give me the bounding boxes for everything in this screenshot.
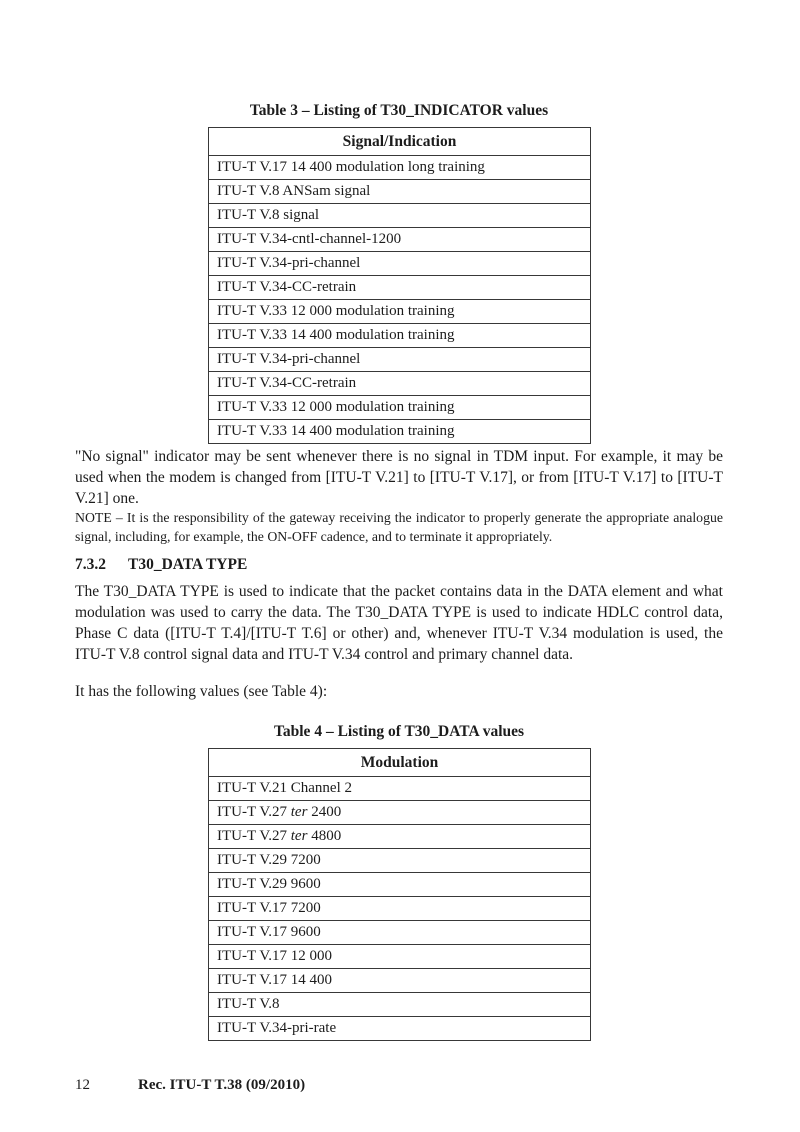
table-row: [209, 420, 591, 444]
t30-data-type-paragraph: The T30_DATA TYPE is used to indicate that the packet contains data in the DATA element and what modulation was used to carry the data. The T30_DATA TYPE is used to indicate HDLC control data, Phase C data ([ITU-T T.4]/[ITU-T T.6] or other) and, whenever ITU-T V.34 modulation is used, the ITU-T V.8 control signal data and ITU-T V.34 control and primary channel data.: [75, 583, 723, 663]
table-row: [209, 276, 591, 300]
document-reference: Rec. ITU-T T.38 (09/2010): [138, 1077, 306, 1093]
table-row: [209, 897, 591, 921]
table-row: [209, 396, 591, 420]
table3-head: [209, 128, 591, 156]
table3-indicator-values: [208, 127, 591, 444]
table3-header-cell: Signal/Indication: [209, 128, 591, 156]
table-header-row: [209, 749, 591, 777]
table-cell: ITU-T V.34-CC-retrain: [209, 372, 591, 396]
table-cell: ITU-T V.29 9600: [209, 873, 591, 897]
table-cell: ITU-T V.27 ter 4800: [209, 825, 591, 849]
table-row: [209, 873, 591, 897]
table-cell: ITU-T V.33 12 000 modulation training: [209, 300, 591, 324]
table-row: [209, 180, 591, 204]
section-title: T30_DATA TYPE: [128, 556, 248, 573]
table-row: [209, 993, 591, 1017]
table4-header-cell: Modulation: [209, 749, 591, 777]
no-signal-paragraph: "No signal" indicator may be sent whenever there is no signal in TDM input. For example, it may be used when the modem is changed from [ITU-T V.21] to [ITU-T V.17], or from [ITU-T V.17] to [ITU-T V.21] one.: [75, 448, 723, 507]
table-cell: ITU-T V.33 14 400 modulation training: [209, 420, 591, 444]
table-cell: ITU-T V.34-pri-channel: [209, 252, 591, 276]
table-cell: ITU-T V.17 9600: [209, 921, 591, 945]
table-cell: ITU-T V.34-CC-retrain: [209, 276, 591, 300]
table-cell: ITU-T V.17 14 400 modulation long training: [209, 156, 591, 180]
table4-head: [209, 749, 591, 777]
table3-body: [209, 156, 591, 444]
table-row: [209, 348, 591, 372]
table-cell: ITU-T V.33 14 400 modulation training: [209, 324, 591, 348]
table-row: [209, 945, 591, 969]
table-cell: ITU-T V.27 ter 2400: [209, 801, 591, 825]
table-row: [209, 825, 591, 849]
table-row: [209, 228, 591, 252]
table-row: [209, 969, 591, 993]
table-row: [209, 801, 591, 825]
note-paragraph: NOTE – It is the responsibility of the gateway receiving the indicator to properly generate the appropriate analogue signal, including, for example, the ON-OFF cadence, and to terminate it appropriately.: [75, 510, 723, 544]
table-cell: ITU-T V.8 signal: [209, 204, 591, 228]
table4-body: [209, 777, 591, 1041]
page-footer: [75, 1076, 723, 1095]
table4-intro-paragraph: It has the following values (see Table 4):: [75, 683, 328, 700]
table3-title: Table 3 – Listing of T30_INDICATOR values: [249, 102, 549, 119]
table-cell: ITU-T V.8 ANSam signal: [209, 180, 591, 204]
table4-data-values: [208, 748, 591, 1041]
table-row: [209, 156, 591, 180]
table-row: [209, 204, 591, 228]
table-row: [209, 372, 591, 396]
table-cell: ITU-T V.34-pri-rate: [209, 1017, 591, 1041]
table-row: [209, 300, 591, 324]
table-cell: ITU-T V.17 7200: [209, 897, 591, 921]
table-cell: ITU-T V.34-cntl-channel-1200: [209, 228, 591, 252]
table-row: [209, 324, 591, 348]
table-cell: ITU-T V.29 7200: [209, 849, 591, 873]
table-row: [209, 849, 591, 873]
section-number: 7.3.2: [75, 556, 106, 573]
table4-title: Table 4 – Listing of T30_DATA values: [273, 723, 525, 740]
table-header-row: [209, 128, 591, 156]
page-number: 12: [75, 1077, 90, 1093]
table-row: [209, 777, 591, 801]
section-heading-732: [75, 555, 723, 574]
table-row: [209, 921, 591, 945]
table-cell: ITU-T V.21 Channel 2: [209, 777, 591, 801]
table-row: [209, 1017, 591, 1041]
table-cell: ITU-T V.34-pri-channel: [209, 348, 591, 372]
table-row: [209, 252, 591, 276]
table-cell: ITU-T V.17 14 400: [209, 969, 591, 993]
table-cell: ITU-T V.8: [209, 993, 591, 1017]
table-cell: ITU-T V.33 12 000 modulation training: [209, 396, 591, 420]
table-cell: ITU-T V.17 12 000: [209, 945, 591, 969]
